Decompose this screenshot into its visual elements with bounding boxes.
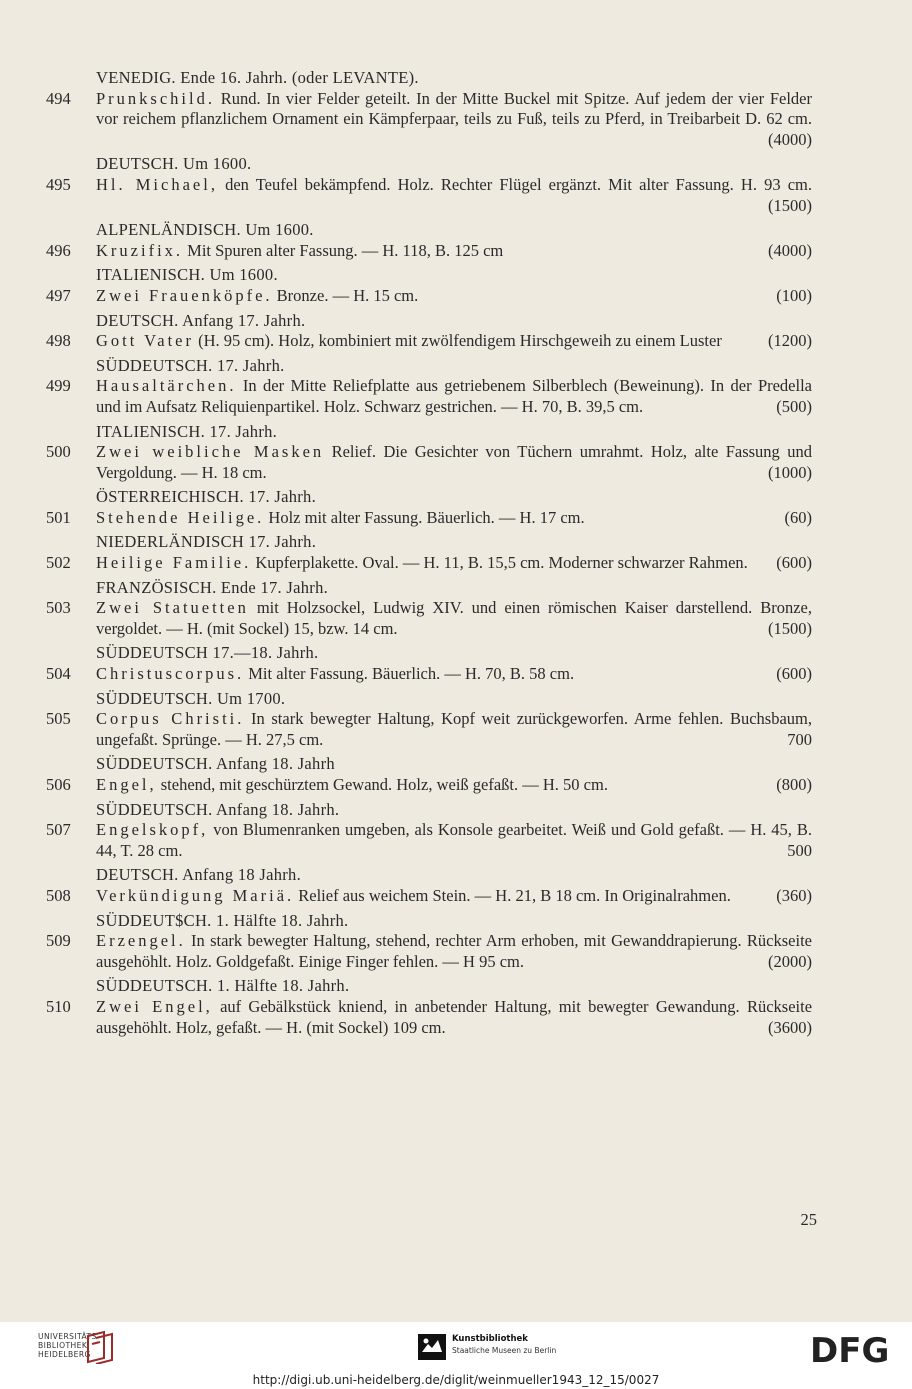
entry-description — [0, 775, 912, 796]
lot-number: 496 — [46, 240, 71, 260]
entry-header: SÜDDEUTSCH. Um 1700. — [96, 688, 286, 708]
kunstbibliothek-title: Kunstbibliothek — [452, 1334, 528, 1344]
lot-number: 508 — [46, 885, 71, 905]
entry-header: ITALIENISCH. Um 1600. — [96, 265, 278, 285]
catalog-entries — [0, 68, 912, 1042]
entry-description — [0, 598, 912, 639]
entry-header: ITALIENISCH. 17. Jahrh. — [96, 421, 278, 441]
lot-text: Relief aus weichem Stein. — H. 21, B 18 cm. In Originalrahmen. — [298, 885, 731, 905]
entry-description — [0, 286, 912, 307]
lot-title: Christuscorpus. — [96, 664, 245, 684]
footer-bar — [0, 1322, 912, 1389]
lot-number: 507 — [46, 820, 71, 840]
lot-number: 509 — [46, 931, 71, 951]
lot-title: Hl. Michael, — [96, 174, 218, 194]
entry-description — [0, 553, 912, 574]
entry-header: VENEDIG. Ende 16. Jahrh. (oder LEVANTE). — [96, 68, 419, 87]
lot-price: (1200) — [768, 331, 812, 351]
lot-price: (600) — [776, 553, 812, 573]
lot-number: 494 — [46, 88, 71, 108]
entry-header: ÖSTERREICHISCH. 17. Jahrh. — [96, 487, 317, 507]
entry-header: SÜDDEUTSCH. 1. Hälfte 18. Jahrh. — [96, 976, 350, 996]
lot-number: 505 — [46, 709, 71, 729]
catalog-entry — [0, 311, 912, 352]
lot-number: 499 — [46, 376, 71, 396]
catalog-entry — [0, 578, 912, 640]
entry-header: DEUTSCH. Anfang 17. Jahrh. — [96, 310, 306, 330]
lot-text: den Teufel bekämpfend. Holz. Rechter Flügel ergänzt. Mit alter Fassung. H. 93 cm. — [225, 174, 813, 194]
lot-title: Engel, — [96, 775, 157, 794]
ub-heidelberg-text: UNIVERSITÄTS- BIBLIOTHEK HEIDELBERG — [38, 1332, 100, 1359]
entry-header: SÜDDEUTSCH. 17. Jahrh. — [96, 355, 285, 375]
catalog-entry — [0, 689, 912, 751]
lot-title: Zwei Statuetten — [96, 598, 249, 618]
lot-number: 498 — [46, 331, 71, 351]
lot-text: In der Mitte Reliefplatte aus getriebenem Silberblech (Beweinung). In der Predella und im Aufsatz Reliquienpartikel. Holz. Schwarz gestrichen. — H. 70, B. 39,5 cm. — [96, 376, 812, 416]
lot-price: 500 — [787, 840, 812, 860]
lot-number: 497 — [46, 285, 71, 305]
catalog-entry — [0, 532, 912, 573]
catalog-entry — [0, 154, 912, 216]
entry-description — [0, 241, 912, 262]
lot-title: Gott Vater — [96, 331, 194, 351]
catalog-entry — [0, 220, 912, 261]
entry-header: DEUTSCH. Anfang 18 Jahrh. — [96, 865, 302, 885]
lot-price: (4000) — [768, 240, 812, 260]
lot-price: (3600) — [768, 1017, 812, 1037]
lot-number: 502 — [46, 553, 71, 573]
lot-price: (60) — [784, 507, 812, 527]
lot-price: (360) — [776, 885, 812, 905]
lot-price: (4000) — [768, 129, 812, 149]
catalog-entry — [0, 800, 912, 862]
lot-number: 501 — [46, 507, 71, 527]
page-number: 25 — [800, 1210, 817, 1229]
catalog-entry — [0, 754, 912, 795]
entry-description — [0, 820, 912, 861]
lot-text: In stark bewegter Haltung, Kopf weit zurückgeworfen. Arme fehlen. Buchsbaum, ungefaßt. Sprünge. — H. 27,5 cm. — [96, 709, 812, 749]
catalog-entry — [0, 422, 912, 484]
kunstbibliothek-subtitle: Staatliche Museen zu Berlin — [452, 1346, 557, 1355]
lot-price: (600) — [776, 664, 812, 684]
entry-header: ALPENLÄNDISCH. Um 1600. — [96, 220, 314, 240]
catalog-entry — [0, 643, 912, 684]
lot-number: 495 — [46, 174, 71, 194]
lot-number: 500 — [46, 442, 71, 462]
entry-header: DEUTSCH. Um 1600. — [96, 154, 252, 174]
lot-title: Kruzifix. — [96, 240, 184, 260]
entry-description — [0, 508, 912, 529]
lot-text: mit Holzsockel, Ludwig XIV. und einen römischen Kaiser darstellend. Bronze, vergoldet. — H. (mit Sockel) 15, bzw. 14 cm. — [96, 598, 812, 638]
entry-header: SÜDDEUT$CH. 1. Hälfte 18. Jahrh. — [96, 910, 349, 930]
source-url[interactable]: http://digi.ub.uni-heidelberg.de/diglit/weinmueller1943_12_15/0027 — [252, 1373, 660, 1387]
catalog-entry — [0, 356, 912, 418]
catalog-entry — [0, 911, 912, 973]
lot-title: Prunkschild. — [96, 88, 215, 108]
catalog-entry — [0, 976, 912, 1038]
lot-number: 510 — [46, 996, 71, 1016]
lot-text: In stark bewegter Haltung, stehend, rechter Arm erhoben, mit Gewanddrapierung. Rückseite ausgehöhlt. Holz. Goldgefaßt. Einige Finger fehlen. — H 95 cm. — [96, 931, 812, 971]
entry-description — [0, 331, 912, 352]
lot-price: (1500) — [768, 195, 812, 215]
entry-description — [0, 175, 912, 216]
lot-text: Mit Spuren alter Fassung. — H. 118, B. 125 cm — [187, 240, 504, 260]
entry-header: FRANZÖSISCH. Ende 17. Jahrh. — [96, 577, 329, 597]
lot-price: (1000) — [768, 462, 812, 482]
lot-number: 503 — [46, 598, 71, 618]
lot-price: (100) — [776, 285, 812, 305]
lot-price: (1500) — [768, 618, 812, 638]
catalog-entry — [0, 487, 912, 528]
lot-price: (2000) — [768, 951, 812, 971]
lot-title: Zwei Frauenköpfe. — [96, 285, 273, 305]
dfg-logo-text: DFG — [810, 1332, 890, 1366]
lot-text: Kupferplakette. Oval. — H. 11, B. 15,5 cm. Moderner schwarzer Rahmen. — [255, 553, 748, 573]
entry-description — [0, 931, 912, 972]
lot-number: 504 — [46, 664, 71, 684]
entry-header: SÜDDEUTSCH. Anfang 18. Jahrh. — [96, 799, 340, 819]
lot-text: stehend, mit geschürztem Gewand. Holz, weiß gefaßt. — H. 50 cm. — [160, 775, 608, 794]
entry-header: SÜDDEUTSCH. Anfang 18. Jahrh — [96, 754, 335, 774]
lot-title: Engelskopf, — [96, 820, 209, 840]
lot-text: Holz mit alter Fassung. Bäuerlich. — H. 17 cm. — [268, 507, 585, 527]
lot-text: Mit alter Fassung. Bäuerlich. — H. 70, B. 58 cm. — [248, 664, 575, 684]
lot-price: 700 — [787, 729, 812, 749]
lot-title: Heilige Familie. — [96, 553, 252, 573]
entry-description — [0, 376, 912, 417]
entry-description — [0, 664, 912, 685]
entry-description — [0, 997, 912, 1038]
catalog-entry — [0, 265, 912, 306]
lot-price: (800) — [776, 775, 812, 794]
dfg-logo[interactable] — [810, 1332, 898, 1366]
lot-text: Bronze. — H. 15 cm. — [276, 285, 419, 305]
lot-text: Rund. In vier Felder geteilt. In der Mitte Buckel mit Spitze. Auf jedem der vier Felder vor reichem pflanzlichem Ornament ein Kämpferpaar, teils zu Fuß, teils zu Pferd, in Treibarbeit D. 62 cm. — [96, 88, 812, 129]
lot-title: Stehende Heilige. — [96, 507, 265, 527]
lot-title: Zwei weibliche Masken — [96, 442, 325, 462]
entry-description — [0, 709, 912, 750]
kunstbibliothek-emblem-icon — [418, 1334, 446, 1360]
catalog-entry — [0, 865, 912, 906]
entry-description — [0, 89, 912, 151]
lot-title: Hausaltärchen. — [96, 376, 237, 396]
lot-number: 506 — [46, 775, 71, 794]
lot-text: Relief. Die Gesichter von Tüchern umrahmt. Holz, alte Fassung und Vergoldung. — H. 18 cm. — [96, 442, 812, 482]
lot-title: Erzengel. — [96, 931, 186, 951]
lot-title: Zwei Engel, — [96, 996, 213, 1016]
lot-price: (500) — [776, 396, 812, 416]
ub-heidelberg-emblem-icon — [84, 1330, 118, 1364]
catalog-entry — [0, 68, 912, 150]
lot-title: Verkündigung Mariä. — [96, 885, 295, 905]
lot-text: von Blumenranken umgeben, als Konsole gearbeitet. Weiß und Gold gefaßt. — H. 45, B. 44, T. 28 cm. — [96, 820, 813, 860]
lot-text: auf Gebälkstück kniend, in anbetender Haltung, mit bewegter Gewandung. Rückseite ausgehöhlt. Holz, gefaßt. — H. (mit Sockel) 109 cm. — [96, 996, 813, 1037]
entry-description — [0, 442, 912, 483]
entry-description — [0, 886, 912, 907]
entry-header: NIEDERLÄNDISCH 17. Jahrh. — [96, 532, 317, 552]
lot-title: Corpus Christi. — [96, 709, 245, 729]
entry-header: SÜDDEUTSCH 17.—18. Jahrh. — [96, 643, 319, 663]
kunstbibliothek-logo[interactable] — [418, 1334, 557, 1364]
lot-text: (H. 95 cm). Holz, kombiniert mit zwölfendigem Hirschgeweih zu einem Luster — [198, 331, 722, 351]
